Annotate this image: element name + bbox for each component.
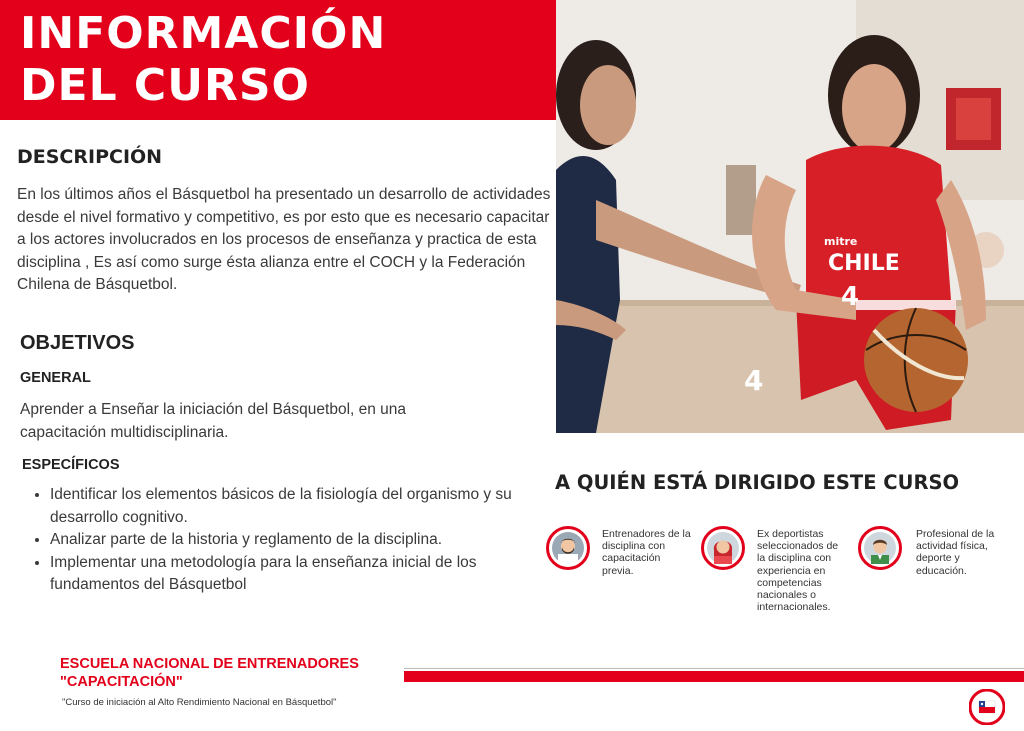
page-title-line-1: INFORMACIÓN xyxy=(20,8,387,59)
page-title-line-2: DEL CURSO xyxy=(20,60,310,111)
description-text: En los últimos años el Básquetbol ha presentado un desarrollo de actividades desde el nivel formativo y competitivo, es por esto que es necesario capacitar a los actores involucrados en los procesos de enseñanza y practica de esta disciplina , Es así como surge ésta alianza entre el COCH y la Federación Chilena de Básquetbol. xyxy=(17,186,551,293)
audience-text-2: Ex deportistas seleccionados de la disciplina con experiencia en competencias nacionales o internacionales. xyxy=(757,528,839,614)
jersey-brand: mitre xyxy=(824,235,858,248)
specific-heading: ESPECÍFICOS xyxy=(22,457,120,473)
footer-red-bar xyxy=(404,671,1024,682)
basketball-photo-illustration xyxy=(556,0,1024,433)
audience-text-3: Profesional de la actividad física, deporte y educación. xyxy=(916,528,995,577)
title-banner xyxy=(0,0,556,120)
footer-divider xyxy=(404,668,1024,669)
man-beard-icon xyxy=(546,526,590,570)
list-item: • Analizar parte de la historia y reglamento de la disciplina. xyxy=(50,529,550,552)
audience-text-1: Entrenadores de la disciplina con capacitación previa. xyxy=(602,528,691,577)
general-objective-text: Aprender a Enseñar la iniciación del Básquetbol, en una capacitación multidisciplinaria. xyxy=(20,401,407,441)
objectives-heading: OBJETIVOS xyxy=(20,332,135,354)
jersey-text: CHILE xyxy=(828,251,900,276)
list-item: • Identificar los elementos básicos de la fisiología del organismo y su desarrollo cognitivo. xyxy=(50,484,550,529)
school-subtitle: "Curso de iniciación al Alto Rendimiento Nacional en Básquetbol" xyxy=(62,697,337,708)
jersey-number: 4 xyxy=(841,282,860,312)
coch-logo xyxy=(969,689,1005,725)
man-green-shirt-icon xyxy=(858,526,902,570)
list-item: • Implementar una metodología para la enseñanza inicial de los fundamentos del Básquetbol xyxy=(50,552,550,597)
shorts-number: 4 xyxy=(744,364,764,397)
school-title: ESCUELA NACIONAL DE ENTRENADORES "CAPACITACIÓN" xyxy=(60,656,359,690)
general-heading: GENERAL xyxy=(20,370,91,386)
woman-red-hair-icon xyxy=(701,526,745,570)
specific-objectives-list xyxy=(30,484,550,597)
description-heading: DESCRIPCIÓN xyxy=(17,146,163,168)
basketball-photo xyxy=(556,0,1024,433)
audience-heading: A QUIÉN ESTÁ DIRIGIDO ESTE CURSO xyxy=(555,471,960,494)
